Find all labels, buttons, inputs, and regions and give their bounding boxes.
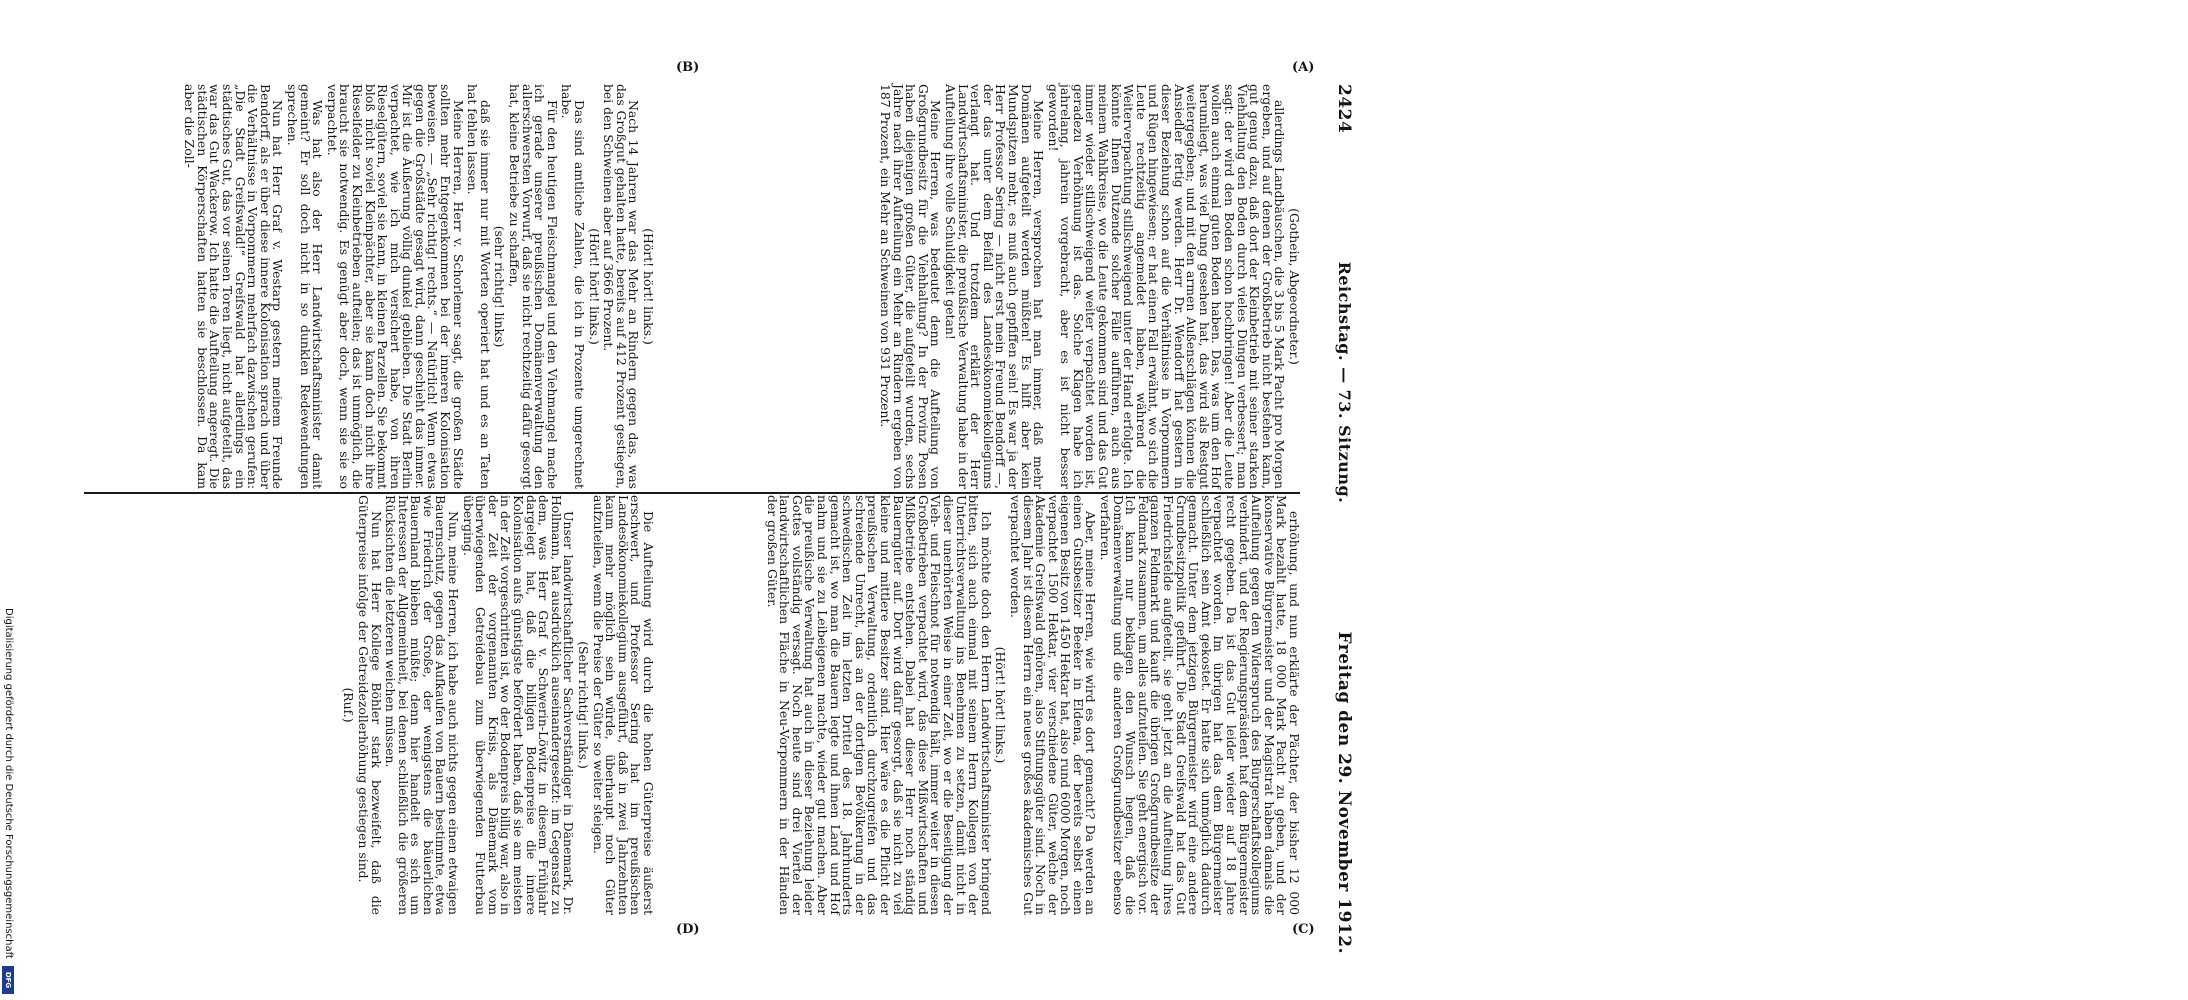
paragraph: erhöhung, und nun erklärte der Pächter, der bisher 12 000 Mark bezahlt hatte, 18 000 Mark Pacht zu geben, und der konservative Bürgermeister und der Magistrat haben damals die Aufteilung gegen den Widerspruch des Bürgerschaftskollegiums verhindert, und der Regierungspräsident hat dem Bürgermeister recht gegeben. Da ist das Gut leider wieder auf 18 Jahre verpachtet worden. Im übrigen hat das dem Bürgermeister schließlich sein Amt gekostet. Er hatte sich unmöglich dadurch gemacht. Unter dem jetzigen Bürgermeister wird eine andere Grundbesitzpolitik geführt. Die Stadt Greifswald hat das Gut Friedrichsfelde aufgeteilt, sie geht jetzt an die Aufteilung ihres ganzen Feldmarkt und kauft die übrigen Großgrundbesitze der Feldmark zusammen, um alles aufzuteilen. Sie geht energisch vor. Ich kann nur beklagen den Wunsch hegen, daß die Domänenverwaltung und die anderen Großgrundbesitzer ebenso verfahren. — [1098, 495, 1302, 915]
page-number: 2424 — [1334, 84, 1354, 134]
credit-text: Digitalisierung gefördert durch die Deutsche Forschungsgemeinschaft — [3, 608, 14, 959]
paragraph: Unser landwirtschaftlicher Sachverständiger in Dänemark, Dr. Hollmann, hat ausdrücklich auseinandergesetzt: im Gegensatz zu dem, was Herr Graf v. Schwerin-Löwitz in diesem Frühjahr dargelegt hat, daß die billigen Bodenpreise die innere Kolonisation aufs günstigste befördert haben, daß sie am meisten in der Zeit vorgeschritten ist, wo der Bodenpreis billig war, also in der Zeit der vorgenannten Krisis, als Dänemark vom überwiegenden Getreidebau zum überwiegenden Futterbau überging. — [460, 495, 577, 915]
paragraph: (Hört! hört! links.) — [993, 646, 1009, 764]
header-date: Freitag den 29. November 1912. — [1334, 631, 1354, 954]
column-left-top — [660, 84, 1300, 489]
logo-text: DFG — [4, 971, 12, 989]
paragraph: Was hat also der Herr Landwirtschaftsminister damit gemeint? Er soll doch nicht in so dunklen Redewendungen sprechen. — [284, 84, 326, 489]
page-header — [1318, 84, 2188, 954]
paragraph: (Gothein, Abgeordneter.) — [1287, 208, 1302, 365]
paragraph: Für den heutigen Fleischmangel und den Viehmangel mache ich gerade unserer preußischen Domänenverwaltung den allerschwersten Vorwurf, daß sie nicht rechtzeitig dafür gesorgt hat, kleine Betriebe zu schaffen, — [507, 84, 560, 489]
paragraph: Nun hat Herr Graf v. Westarp gestern meinem Freunde Bendorff, als er über diese innere Kolonisation sprach und über die Verhältnisse in Vorpommern mehrfach dazwischen gerufen: „Die Stadt Greifswald!“ Greifswald hat allerdings ein städtisches Gut, das vor seinen Toren liegt, nicht aufgeteilt, das war das Gut Wackerow. Ich hatte die Aufteilung angeregt. Die städtischen Körperschaften hatten sie beschlossen. Da kam aber die Zoll- — [182, 84, 286, 489]
footer-credit — [0, 0, 18, 1000]
paragraph: Meine Herren, was bedeutet denn die Aufteilung von Großgrundbesitz für die Viehhaltung? In der Provinz Posen haben diejenigen großen Güter, die aufgeteilt wurden, sechs Jahre nach ihrer Aufteilung ein Mehr an Rindern ergeben von 187 Prozent, ein Mehr an Schweinen von 931 Prozent. — [878, 84, 944, 489]
paragraph: daß sie immer nur mit Worten operiert hat und es an Taten hat fehlen lassen. — [465, 84, 493, 489]
paragraph: Nun hat Herr Kollege Böhler stark bezweifelt, daß die Güterpreise infolge der Getreidezollerhöhung gestiegen sind. — [355, 495, 384, 915]
paragraph: Nun, meine Herren, ich habe auch nichts gegen einen etwaigen Bauernschutz, gegen das Aufkaufen von Bauern bestimmte, etwa wie Friedrich der Große, der wenigstens die bäuerlichen Bauernland blieben müßte; denn hier handelt es sich um Interessen der Allgemeinheit, bei denen schließlich die größeren Rücksichten die letzteren weichen müssen. — [383, 495, 462, 915]
paragraph: Nach 14 Jahren war das Mehr an Rindern gegen das, was das Großgut gehalten hatte, bereits auf 412 Prozent gestiegen, bei den Schweinen aber auf 3666 Prozent. — [601, 84, 642, 489]
paragraph: Die Aufteilung wird durch die hohen Güterpreise äußerst erschwert, und Professor Sering hat im preußischen Landesökonomiekollegium ausgeführt, daß in zwei Jahrzehnten kaum mehr möglich sein würde, überhaupt noch Güter aufzuteilen, wenn die Preise der Güter so weiter steigen. — [590, 495, 656, 915]
paragraph: Ich möchte doch den Herrn Landwirtschaftsminister bringend bitten, sich auch einmal mit seinem Herrn Kollegen von der Unterrichtsverwaltung ins Benehmen zu setzen, damit nicht in dieser unerhörten Weise in einer Zeit, wo er die Beseitigung der Vieh- und Fleischnot für notwendig hält, immer weiter in diesen Großbetrieben verpachtet wird, das diese Mißwirtschaften und Mißbetriebe entstehen. Dabei hat dieser Herr noch ständig Bauerngüter auf. Dort wird dafür gesorgt, daß sie nicht zu viel kleine und mittlere Besitzer sind. Hier wäre es die Pflicht der preußischen Verwaltung, ordentlich durchzugreifen und das schreiende Unrecht, das an der dortigen Bevölkerung in der schwedischen Zeit im letzten Drittel des 18. Jahrhunderts gemacht ist, wo man die Bauern legte und ihnen Land und Hof nahm und sie zu Leibeigenen machte, wieder gut machen. Aber die preußische Verwaltung hat auch in dieser Beziehung leider Gottes vollständig versagt. Noch heute sind drei Viertel der landwirtschaftlichen Fläche in Neu-Vorpommern in der Händen der großen Güter. — [764, 495, 994, 915]
margin-letter-a: (A) — [1292, 60, 1315, 75]
column-right-top — [660, 495, 1300, 915]
column-right-bottom — [84, 495, 654, 915]
margin-letter-b: (B) — [676, 60, 700, 75]
paragraph: (sehr richtig! links) — [492, 225, 508, 348]
paragraph: Das sind amtliche Zahlen, die ich in Prozente umgerechnet habe. — [559, 84, 588, 489]
paragraph: Aber, meine Herren, wie wird es dort gemacht? Da werden an einen Gutsbesitzer Beeker in Eldena, der bereits selbst einen eigenen Besitz von 1450 Hektar hat, also rund 6000 Morgen, noch verpachtet 1500 Hektar, vier verschiedene Güter, welche der Akademie Greifswald gehören, also Stiftungsgüter sind. Noch in diesem Jahr ist diesem Herrn ein neues großes akademisches Gut verpachtet worden. — [1007, 495, 1099, 915]
paragraph: (Hört! hört! links.) — [586, 228, 602, 345]
paragraph: (Sehr richtig! links.) — [576, 641, 592, 769]
column-divider — [84, 492, 1300, 494]
column-left-bottom — [84, 84, 654, 489]
paragraph: allerdings Landbäuschen, die 3 bis 5 Mark Pacht pro Morgen ergeben, und auf denen der Großbetrieb nicht bestehen kann, gut genug dazu, daß dort der Kleinbetrieb mit seiner starken Viehhaltung den Boden durch vieles Düngen verbessert; man sagt: der wird den Boden schon hochbringen! Aber die Leute wollen auch einmal guten Boden haben. Das, was um den Hof herumliegt, was viel Dung gesehen hat, das wird als Restgut weitergegeben; und mit den armen Außenschlägen können die Ansiedler fertig werden. Herr Dr. Wendorff hat gestern in dieser Beziehung schon auf die Verhältnisse in Vorpommern und Rügen hingewiesen; er hat einen Fall erwähnt, wo sich die Leute rechtzeitig angemeldet haben, während die Weiterverpachtung stillschweigend unter der Hand erfolgte. Ich könnte Ihnen Dutzende solcher Fälle aufführen, auch aus meinem Wahlkreise, wo die Leute gekommen sind und das Gut immer wieder stillschweigend weiter verpachtet worden ist, geradezu Verhöhnung ist das. Solche Klagen habe ich jahrelang, jahrein vorgebracht, aber es ist nicht besser geworden! — [1045, 84, 1288, 489]
margin-letter-c: (C) — [1292, 922, 1315, 937]
paragraph: Meine Herren, versprochen hat man immer, daß mehr Domänen aufgeteilt werden müßten! Es hilft aber kein Mundspitzen mehr, es muß auch gepfiffen sein! Es war ja der Herr Professor Sering — nicht erst mein Freund Bendorff —, der das unter dem Beifall des Landesökonomiekollegiums verlangt hat. Und trotzdem erklärt der Herr Landwirtschaftsminister, die preußische Verwaltung habe in der Aufteilung ihre volle Schuldigkeit getan! — [942, 84, 1047, 489]
margin-letter-d: (D) — [676, 922, 700, 937]
paragraph: (Ruf.) — [341, 687, 357, 723]
header-session: Reichstag. — 73. Sitzung. — [1335, 261, 1354, 504]
paragraph: (Hört! hört! links.) — [641, 228, 656, 345]
dfg-logo — [2, 966, 14, 994]
paragraph: Meine Herren, Herr v. Schorlemer sagt, die großen Städte sollten mehr Entgegenkommen bei der inneren Kolonisation beweisen. — „Sehr richtig! rechts.“ — Natürlich! Wenn etwas gegen die Großstädte gesagt wird, dann geschieht das immer. Mir ist die Äußerung völlig dunkel geblieben. Die Stadt Berlin verpachtet, wie ich mich versichert habe, von ihren Rieselgütern, soviel sie kann, in kleinen Parzellen. Sie bekommt bloß nicht soviel Kleinpächter, aber sie kann doch nicht ihre Rieselfelder zu Kleinbetrieben aufteilen; das ist unmöglich, die braucht sie notwendig. Es genügt aber doch, wenn sie sie so verpachtet. — [324, 84, 466, 489]
